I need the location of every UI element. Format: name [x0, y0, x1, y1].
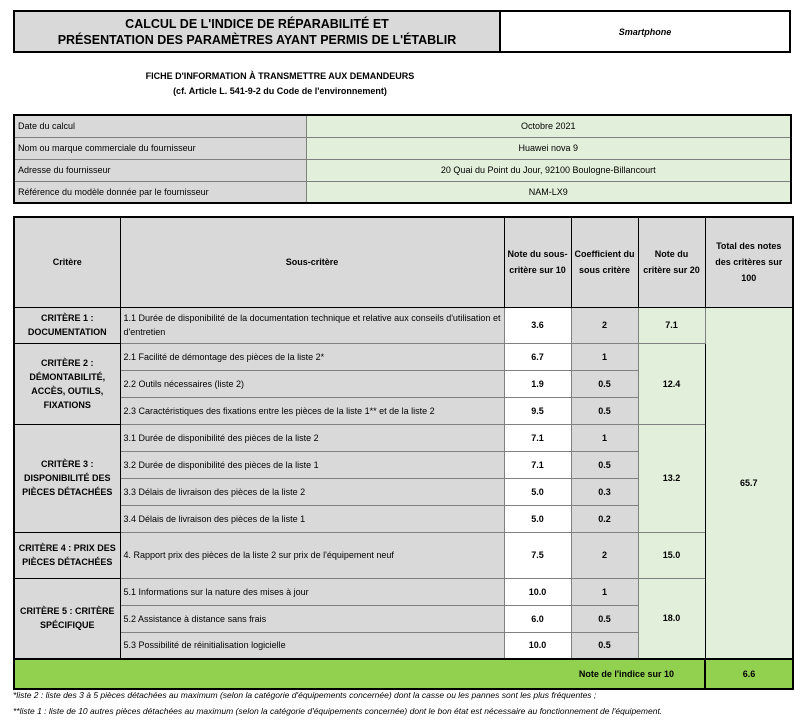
sub-criterion-coef: 0.5 [571, 397, 638, 424]
criterion-name: CRITÈRE 3 : DISPONIBILITÉ DES PIÈCES DÉTACHÉES [14, 424, 120, 532]
header-note20: Note du critère sur 20 [638, 217, 705, 307]
supplier-info-table [13, 114, 792, 204]
header-sous-critere: Sous-critère [120, 217, 504, 307]
sub-criterion-label: 5.1 Informations sur la nature des mises à jour [120, 578, 504, 605]
table-row [14, 578, 793, 605]
info-label: Référence du modèle donnée par le fournisseur [14, 181, 306, 203]
repairability-score-table [13, 216, 794, 690]
document-title [13, 10, 501, 53]
sub-criterion-note: 7.5 [504, 532, 571, 578]
criterion-score: 12.4 [638, 343, 705, 424]
info-row [14, 137, 791, 159]
criterion-score: 13.2 [638, 424, 705, 532]
info-label: Date du calcul [14, 115, 306, 137]
criterion-score: 7.1 [638, 307, 705, 343]
info-row [14, 181, 791, 203]
sub-criterion-note: 3.6 [504, 307, 571, 343]
table-row [14, 424, 793, 451]
info-value: 20 Quai du Point du Jour, 92100 Boulogne-Billancourt [306, 159, 791, 181]
criterion-name: CRITÈRE 4 : PRIX DES PIÈCES DÉTACHÉES [14, 532, 120, 578]
sub-criterion-note: 6.7 [504, 343, 571, 370]
sub-criterion-coef: 0.5 [571, 451, 638, 478]
sub-criterion-note: 7.1 [504, 424, 571, 451]
info-row [14, 159, 791, 181]
sub-criterion-label: 3.1 Durée de disponibilité des pièces de la liste 2 [120, 424, 504, 451]
info-label: Adresse du fournisseur [14, 159, 306, 181]
criterion-name: CRITÈRE 2 : DÉMONTABILITÉ, ACCÈS, OUTILS, FIXATIONS [14, 343, 120, 424]
table-row [14, 343, 793, 370]
criterion-score: 18.0 [638, 578, 705, 659]
subheading-line-1: FICHE D'INFORMATION À TRANSMETTRE AUX DEMANDEURS [145, 71, 415, 81]
table-header-row [14, 217, 793, 307]
sub-criterion-label: 4. Rapport prix des pièces de la liste 2 sur prix de l'équipement neuf [120, 532, 504, 578]
criterion-name: CRITÈRE 5 : CRITÈRE SPÉCIFIQUE [14, 578, 120, 659]
sub-criterion-coef: 0.5 [571, 370, 638, 397]
header-coef: Coefficient du sous critère [571, 217, 638, 307]
sub-criterion-coef: 0.3 [571, 478, 638, 505]
index-value: 6.6 [705, 659, 793, 689]
sub-criterion-note: 10.0 [504, 632, 571, 659]
sub-criterion-coef: 0.5 [571, 605, 638, 632]
info-row [14, 115, 791, 137]
sub-criterion-note: 5.0 [504, 505, 571, 532]
sub-criterion-coef: 1 [571, 343, 638, 370]
sub-criterion-label: 2.2 Outils nécessaires (liste 2) [120, 370, 504, 397]
header-total: Total des notes des critères sur 100 [705, 217, 793, 307]
index-row [14, 659, 793, 689]
header-critere: Critère [14, 217, 120, 307]
sub-criterion-label: 3.2 Durée de disponibilité des pièces de la liste 1 [120, 451, 504, 478]
sub-criterion-label: 2.3 Caractéristiques des fixations entre les pièces de la liste 1** et de la liste 2 [120, 397, 504, 424]
subheading-line-2: (cf. Article L. 541-9-2 du Code de l'environnement) [173, 86, 387, 96]
sub-criterion-label: 3.3 Délais de livraison des pièces de la liste 2 [120, 478, 504, 505]
sub-criterion-note: 1.9 [504, 370, 571, 397]
sub-criterion-note: 10.0 [504, 578, 571, 605]
sub-criterion-coef: 1 [571, 424, 638, 451]
sub-criterion-coef: 1 [571, 578, 638, 605]
table-row [14, 307, 793, 343]
header-note10: Note du sous-critère sur 10 [504, 217, 571, 307]
total-score: 65.7 [705, 307, 793, 659]
criterion-name: CRITÈRE 1 : DOCUMENTATION [14, 307, 120, 343]
sub-criterion-label: 1.1 Durée de disponibilité de la documentation technique et relative aux conseils d'utilisation et d'entretien [120, 307, 504, 343]
footnote-list-1: **liste 1 : liste de 10 autres pièces détachées au maximum (selon la catégorie d'équipements concernée) dont le bon état est nécessaire au fonctionnement de l'équipement. [13, 706, 663, 716]
info-value: NAM-LX9 [306, 181, 791, 203]
info-value: Octobre 2021 [306, 115, 791, 137]
title-line-2: PRÉSENTATION DES PARAMÈTRES AYANT PERMIS DE L'ÉTABLIR [57, 32, 457, 47]
sub-criterion-label: 5.3 Possibilité de réinitialisation logicielle [120, 632, 504, 659]
sub-criterion-coef: 0.5 [571, 632, 638, 659]
info-label: Nom ou marque commerciale du fournisseur [14, 137, 306, 159]
subheading [130, 69, 430, 99]
footnote-list-2: *liste 2 : liste des 3 à 5 pièces détachées au maximum (selon la catégorie d'équipements concernée) dont la casse ou les pannes sont les plus fréquentes ; [13, 690, 597, 700]
sub-criterion-note: 5.0 [504, 478, 571, 505]
sub-criterion-label: 5.2 Assistance à distance sans frais [120, 605, 504, 632]
table-row [14, 532, 793, 578]
sub-criterion-note: 7.1 [504, 451, 571, 478]
product-type: Smartphone [500, 10, 791, 53]
title-line-1: CALCUL DE L'INDICE DE RÉPARABILITÉ ET [125, 16, 389, 31]
index-label: Note de l'indice sur 10 [14, 659, 705, 689]
sub-criterion-label: 2.1 Facilité de démontage des pièces de la liste 2* [120, 343, 504, 370]
sub-criterion-coef: 2 [571, 532, 638, 578]
sub-criterion-note: 6.0 [504, 605, 571, 632]
info-value: Huawei nova 9 [306, 137, 791, 159]
sub-criterion-coef: 0.2 [571, 505, 638, 532]
criterion-score: 15.0 [638, 532, 705, 578]
sub-criterion-label: 3.4 Délais de livraison des pièces de la liste 1 [120, 505, 504, 532]
sub-criterion-note: 9.5 [504, 397, 571, 424]
sub-criterion-coef: 2 [571, 307, 638, 343]
